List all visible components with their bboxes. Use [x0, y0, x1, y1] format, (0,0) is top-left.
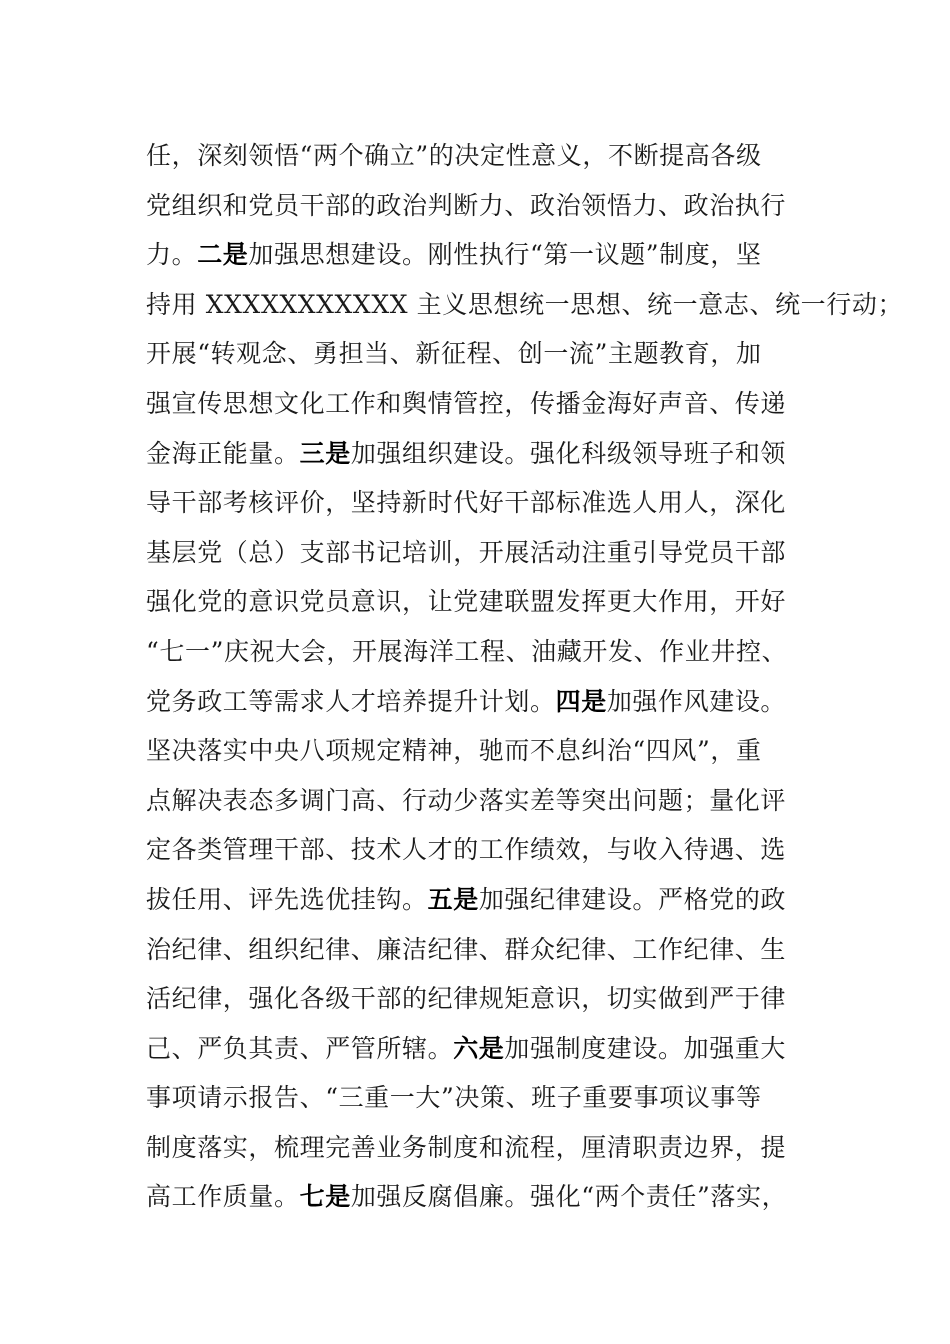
text-line	[146, 776, 826, 826]
text-segment: 任，深刻领悟“两个确立”的决定性意义，不断提高各级	[146, 141, 762, 170]
text-segment: 加强组织建设。强化科级领导班子和领	[350, 438, 787, 468]
body-text	[146, 131, 904, 1222]
text-line	[146, 627, 826, 677]
text-line	[146, 677, 826, 727]
text-segment: 强宣传思想文化工作和舆情管控，传播金海好声音、传递	[146, 388, 787, 418]
bold-keyword: 六是	[453, 1033, 505, 1063]
text-line	[146, 379, 826, 429]
text-segment: 党务政工等需求人才培养提升计划。	[146, 686, 556, 716]
text-segment: 制度落实，梳理完善业务制度和流程，厘清职责边界，提	[146, 1132, 787, 1162]
text-line	[146, 230, 826, 280]
text-segment: 点解决表态多调门高、行动少落实差等突出问题；量化评	[146, 785, 787, 815]
text-segment: 持用 XXXXXXXXXXX 主义思想统一思想、统一意志、统一行动；	[146, 289, 904, 319]
text-line	[146, 1024, 826, 1074]
text-segment: 力。	[146, 240, 198, 270]
text-segment: 高工作质量。	[146, 1182, 300, 1212]
text-line	[146, 280, 904, 330]
bold-keyword: 三是	[299, 438, 351, 468]
text-segment: “七一”庆祝大会，开展海洋工程、油藏开发、作业井控、	[146, 636, 788, 666]
text-line	[146, 478, 826, 528]
bold-keyword: 七是	[299, 1182, 351, 1212]
text-segment: 活纪律，强化各级干部的纪律规矩意识，切实做到严于律	[146, 984, 787, 1014]
text-segment: 开展“转观念、勇担当、新征程、创一流”主题教育，加	[146, 339, 762, 369]
text-segment: 拔任用、评先选优挂钩。	[146, 884, 428, 914]
text-segment: 加强纪律建设。严格党的政	[478, 884, 787, 914]
text-segment: 事项请示报告、“三重一大”决策、班子重要事项议事等	[146, 1083, 762, 1113]
text-line	[146, 131, 826, 181]
text-line	[146, 181, 826, 231]
text-segment: 加强制度建设。加强重大	[504, 1033, 787, 1063]
text-line	[146, 1073, 826, 1123]
bold-keyword: 五是	[427, 884, 479, 914]
text-line	[146, 875, 826, 925]
text-line	[146, 825, 826, 875]
text-segment: 党组织和党员干部的政治判断力、政治领悟力、政治执行	[146, 190, 787, 220]
text-segment: 治纪律、组织纪律、廉洁纪律、群众纪律、工作纪律、生	[146, 934, 787, 964]
text-segment: 加强思想建设。刚性执行“第一议题”制度，坚	[248, 240, 762, 270]
text-segment: 加强反腐倡廉。强化“两个责任”落实，	[350, 1182, 788, 1212]
text-segment: 己、严负其责、严管所辖。	[146, 1033, 454, 1063]
bold-keyword: 四是	[555, 686, 607, 716]
text-segment: 金海正能量。	[146, 438, 300, 468]
text-segment: 定各类管理干部、技术人才的工作绩效，与收入待遇、选	[146, 835, 787, 865]
text-line	[146, 577, 826, 627]
text-line	[146, 329, 826, 379]
text-line	[146, 726, 826, 776]
text-segment: 基层党（总）支部书记培训，开展活动注重引导党员干部	[146, 537, 787, 567]
text-line	[146, 974, 826, 1024]
text-segment: 加强作风建设。	[606, 686, 787, 716]
text-segment: 坚决落实中央八项规定精神，驰而不息纠治“四风”，重	[146, 736, 762, 766]
text-segment: 导干部考核评价，坚持新时代好干部标准选人用人，深化	[146, 488, 787, 518]
text-line	[146, 925, 826, 975]
text-line	[146, 429, 826, 479]
text-segment: 强化党的意识党员意识，让党建联盟发挥更大作用，开好	[146, 587, 787, 617]
bold-keyword: 二是	[197, 240, 249, 270]
text-line	[146, 1172, 826, 1222]
text-line	[146, 1123, 826, 1173]
text-line	[146, 528, 826, 578]
